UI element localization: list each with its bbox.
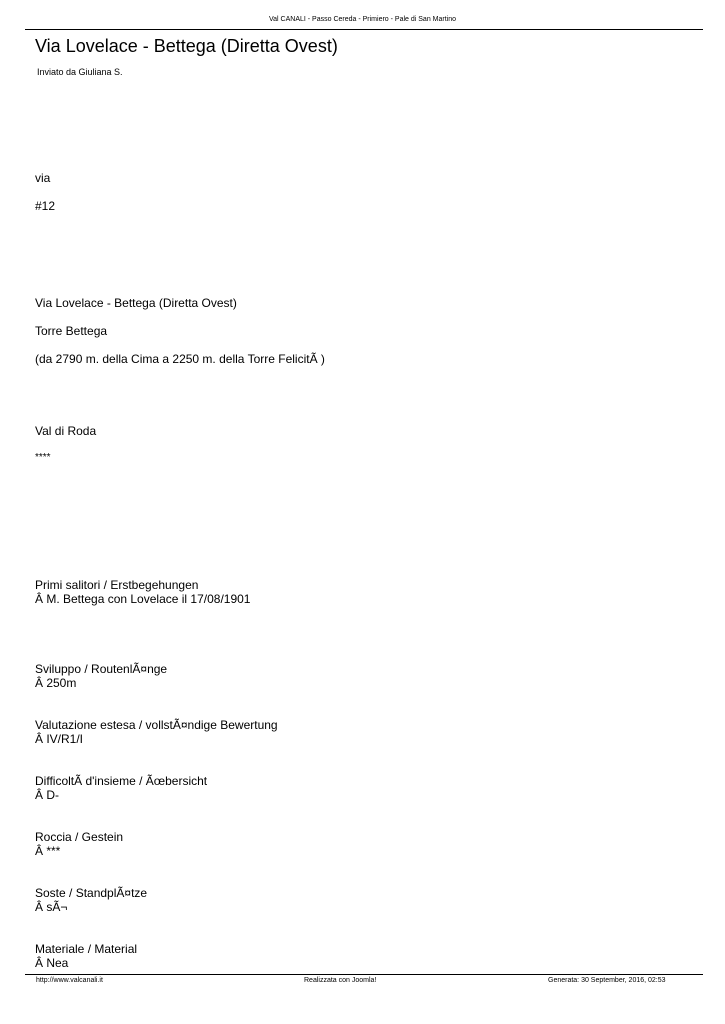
- footer-generated: Generata: 30 September, 2016, 02:53: [548, 977, 666, 984]
- author-byline: Inviato da Giuliana S.: [37, 67, 123, 77]
- altitude-note: (da 2790 m. della Cima a 2250 m. della Torre FelicitÃ ): [35, 352, 325, 366]
- page-header: Val CANALI - Passo Cereda - Primiero - Pale di San Martino: [269, 16, 456, 23]
- route-number: #12: [35, 199, 56, 213]
- detail-value: Â D-: [35, 788, 59, 802]
- footer-credit: Realizzata con Joomla!: [304, 977, 377, 984]
- route-name: Via Lovelace - Bettega (Diretta Ovest): [35, 296, 237, 310]
- detail-value: Â ***: [35, 844, 61, 858]
- footer-rule: [25, 974, 703, 975]
- detail-value: Â IV/R1/I: [35, 732, 84, 746]
- page-title: Via Lovelace - Bettega (Diretta Ovest): [35, 36, 338, 56]
- detail-label: Soste / StandplÃ¤tze: [35, 886, 148, 900]
- content-type: via: [35, 171, 51, 185]
- valley-name: Val di Roda: [35, 424, 97, 438]
- footer-url[interactable]: http://www.valcanali.it: [36, 977, 103, 984]
- detail-label: Roccia / Gestein: [35, 830, 124, 844]
- detail-label: Primi salitori / Erstbegehungen: [35, 578, 199, 592]
- peak-name: Torre Bettega: [35, 324, 108, 338]
- detail-value: Â sÃ¬: [35, 900, 68, 914]
- detail-value: Â 250m: [35, 676, 77, 690]
- rating-stars: ****: [35, 452, 51, 463]
- detail-label: Sviluppo / RoutenlÃ¤nge: [35, 662, 168, 676]
- detail-label: DifficoltÃ d'insieme / Ãœbersicht: [35, 774, 208, 788]
- detail-label: Valutazione estesa / vollstÃ¤ndige Bewertung: [35, 718, 278, 732]
- header-rule: [25, 29, 703, 30]
- detail-value: Â Nea: [35, 956, 69, 970]
- detail-label: Materiale / Material: [35, 942, 138, 956]
- detail-value: Â M. Bettega con Lovelace il 17/08/1901: [35, 592, 251, 606]
